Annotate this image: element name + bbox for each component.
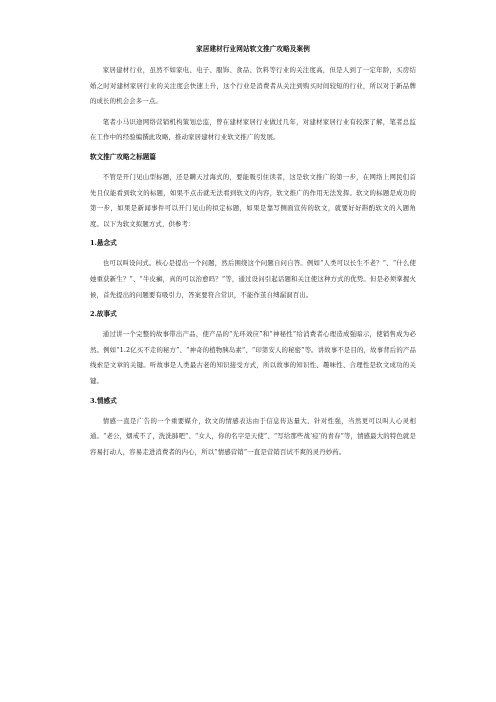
subsection-text-emotion: 情感一直是广告的一个重要媒介，软文的情感表达由于信息传达量大、针对性强，当然更可以叫人心灵相通。“老公，烟戒不了，洗洗肺吧”、“女人，你的名字是天使”、“写给那些战‘痘’的青春”等，情感最大的特色就是容易打动人，容易走进消费者的内心，所以“情感营销”一直是营销百试不爽的灵丹妙药。 (90, 416, 416, 456)
subsection-heading-emotion: 3.情感式 (90, 396, 117, 405)
section-intro-paragraph: 不管是开门见山型标题，还是瞒天过海式的，要能吸引住读者，这是软文推广的第一步，在网络上网民们首先且仅能看到软文的标题，如果不点击就无法看到软文的内容，软文推广的作用无法发挥。软文的标题是成功的第一步，如果是新闻事件可以开门见山的拟定标题，如果是靠写侧面宣传的软文，就要好好斟酌软文的入题角度。以下为软文拟题方式，供参考： (90, 172, 416, 228)
intro-paragraph-1: 家居建材行业，虽然不如家电、电子、服饰、食品、饮料等行业的关注度高，但是人到了一定年龄，买房结婚之时对建材家居行业的关注度会快速上升，这个行业是消费者从关注到购买时间较短的行业，所以对于新品牌的成长的机会会多一点。 (90, 66, 416, 106)
subsection-heading-story: 2.故事式 (90, 310, 117, 319)
intro-paragraph-2: 笔者小马识途网络营销机构策划总监，曾在建材家居行业做过几年，对建材家居行业有较深了解，笔者总监在工作中的经验编撰此攻略，推动家居建材行业软文推广的发展。 (90, 117, 416, 142)
subsection-text-story: 通过讲一个完整的故事带出产品，使产品的“光环效应”和“神秘性”给消费者心理造成强暗示，使销售成为必然。例如“1.2亿买不走的秘方”、“神奇的植物胰岛素”、“印第安人的秘密”等。讲故事不是目的，故事背后的产品线索是文章的关键。听故事是人类最古老的知识接受方式，所以故事的知识性、趣味性、合理性是软文成功的关键。 (90, 330, 416, 385)
document-page (90, 44, 416, 465)
section-heading: 软文推广攻略之标题篇 (90, 152, 156, 161)
document-title: 家居建材行业网站软文推广攻略及案例 (196, 45, 310, 53)
subsection-text-suspense: 也可以叫设问式。核心是提出一个问题，然后围绕这个问题自问自答。例如“人类可以长生不老？”、“什么使她重获新生？”、“牛皮癣，真的可以治愈吗？”等，通过设问引起话题和关注使这种方式的优势。但是必须掌握火候，首先提出的问题要有吸引力，答案要符合常识，不能作茧自缚漏洞百出。 (90, 259, 416, 299)
subsection-heading-suspense: 1.悬念式 (90, 239, 117, 248)
